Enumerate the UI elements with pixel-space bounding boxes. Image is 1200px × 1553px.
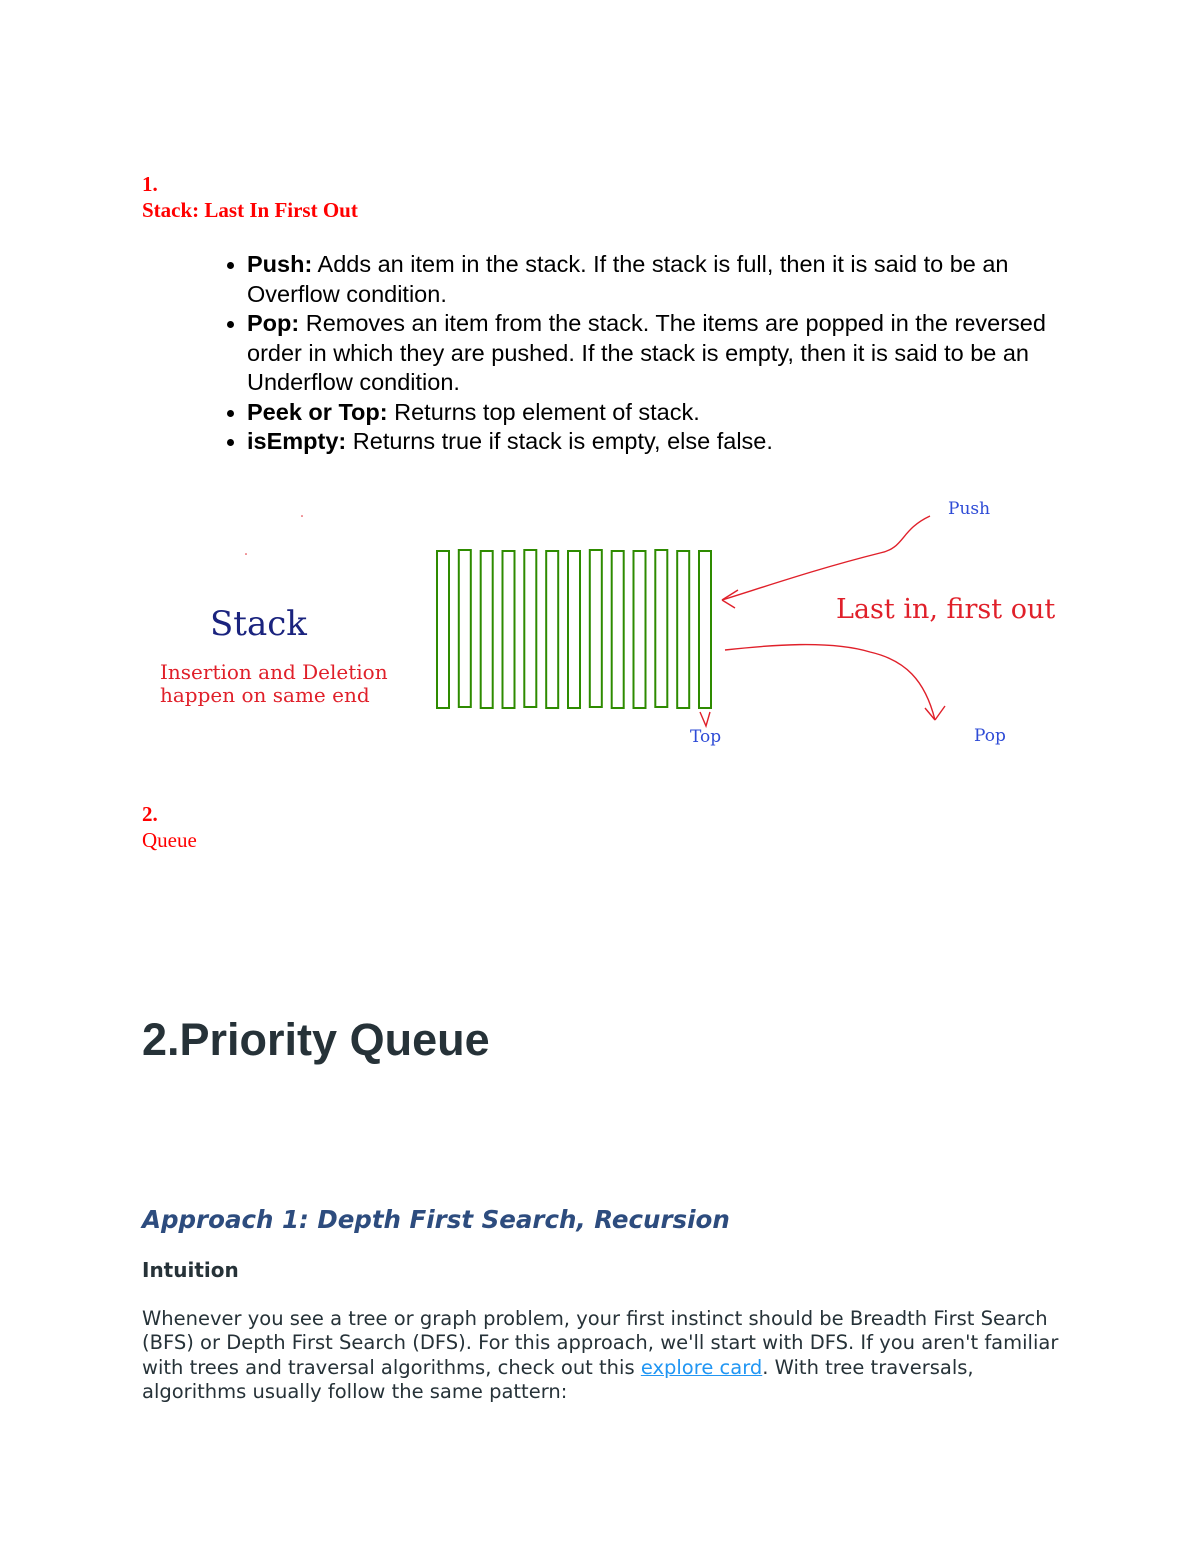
operation-pop	[247, 309, 1107, 398]
stack-elements	[437, 550, 711, 708]
intuition-paragraph	[142, 1307, 1072, 1404]
stack-element	[546, 551, 558, 708]
push-label: Push	[948, 499, 991, 519]
stack-element	[459, 550, 471, 707]
operation-term: isEmpty:	[247, 428, 347, 454]
push-arrowhead	[722, 590, 738, 608]
speck-mark	[301, 515, 303, 517]
stack-element	[699, 551, 711, 708]
operation-push	[247, 250, 1107, 309]
priority-queue-heading: 2.Priority Queue	[142, 1014, 490, 1065]
lifo-label: Last in, first out	[836, 594, 1056, 625]
speck-mark	[245, 553, 247, 555]
intuition-label: Intuition	[142, 1258, 239, 1282]
diagram-caption-line-1: Insertion and Deletion	[160, 660, 388, 684]
operation-term: Push:	[247, 251, 313, 277]
diagram-caption-line-2: happen on same end	[160, 683, 370, 707]
section-2-title: Queue	[142, 828, 197, 852]
stack-element	[590, 550, 602, 707]
operation-term: Peek or Top:	[247, 398, 388, 425]
stack-element	[524, 550, 536, 707]
stack-operations-list	[210, 250, 1107, 457]
stack-element	[503, 551, 515, 708]
operation-description: Removes an item from the stack. The items are popped in the reversed order in which they are pushed. If the stack is empty, then it is said to be an Underflow condition.	[247, 310, 1046, 395]
stack-element	[612, 551, 624, 708]
stack-element	[568, 551, 580, 708]
operation-description: Adds an item in the stack. If the stack is full, then it is said to be an Overflow condition.	[247, 251, 1009, 307]
pop-arrow	[725, 645, 935, 720]
operation-description: Returns true if stack is empty, else false.	[346, 428, 773, 454]
push-arrow	[722, 516, 930, 600]
section-2-number: 2.	[142, 802, 158, 826]
section-1-number: 1.	[142, 172, 158, 196]
top-label: Top	[690, 727, 722, 747]
stack-element	[677, 551, 689, 708]
section-1-title: Stack: Last In First Out	[142, 198, 358, 222]
pop-label: Pop	[974, 726, 1006, 746]
stack-element	[655, 550, 667, 707]
explore-card-link[interactable]: explore card	[640, 1355, 763, 1379]
paragraph-text-before-link: Whenever you see a tree or graph problem, your first instinct should be Breadth First Search (BFS) or Depth First Search (DFS). For this approach, we'll start with DFS. If you aren't familiar with trees and traversal algorithms, check out this	[142, 1307, 1059, 1379]
stack-element	[481, 551, 493, 708]
stack-diagram	[0, 490, 1200, 760]
stack-element	[634, 551, 646, 708]
diagram-title: Stack	[210, 604, 307, 644]
stack-element	[437, 551, 449, 708]
operation-peek	[247, 398, 1107, 428]
top-pointer	[700, 712, 710, 726]
operation-description: Returns top element of stack.	[387, 398, 700, 425]
paragraph-text-after-link: . With tree traversals, algorithms usually follow the same pattern:	[142, 1355, 974, 1403]
operation-isempty	[247, 427, 1107, 457]
operation-term: Pop:	[247, 310, 300, 336]
approach-heading: Approach 1: Depth First Search, Recursion	[142, 1205, 730, 1234]
